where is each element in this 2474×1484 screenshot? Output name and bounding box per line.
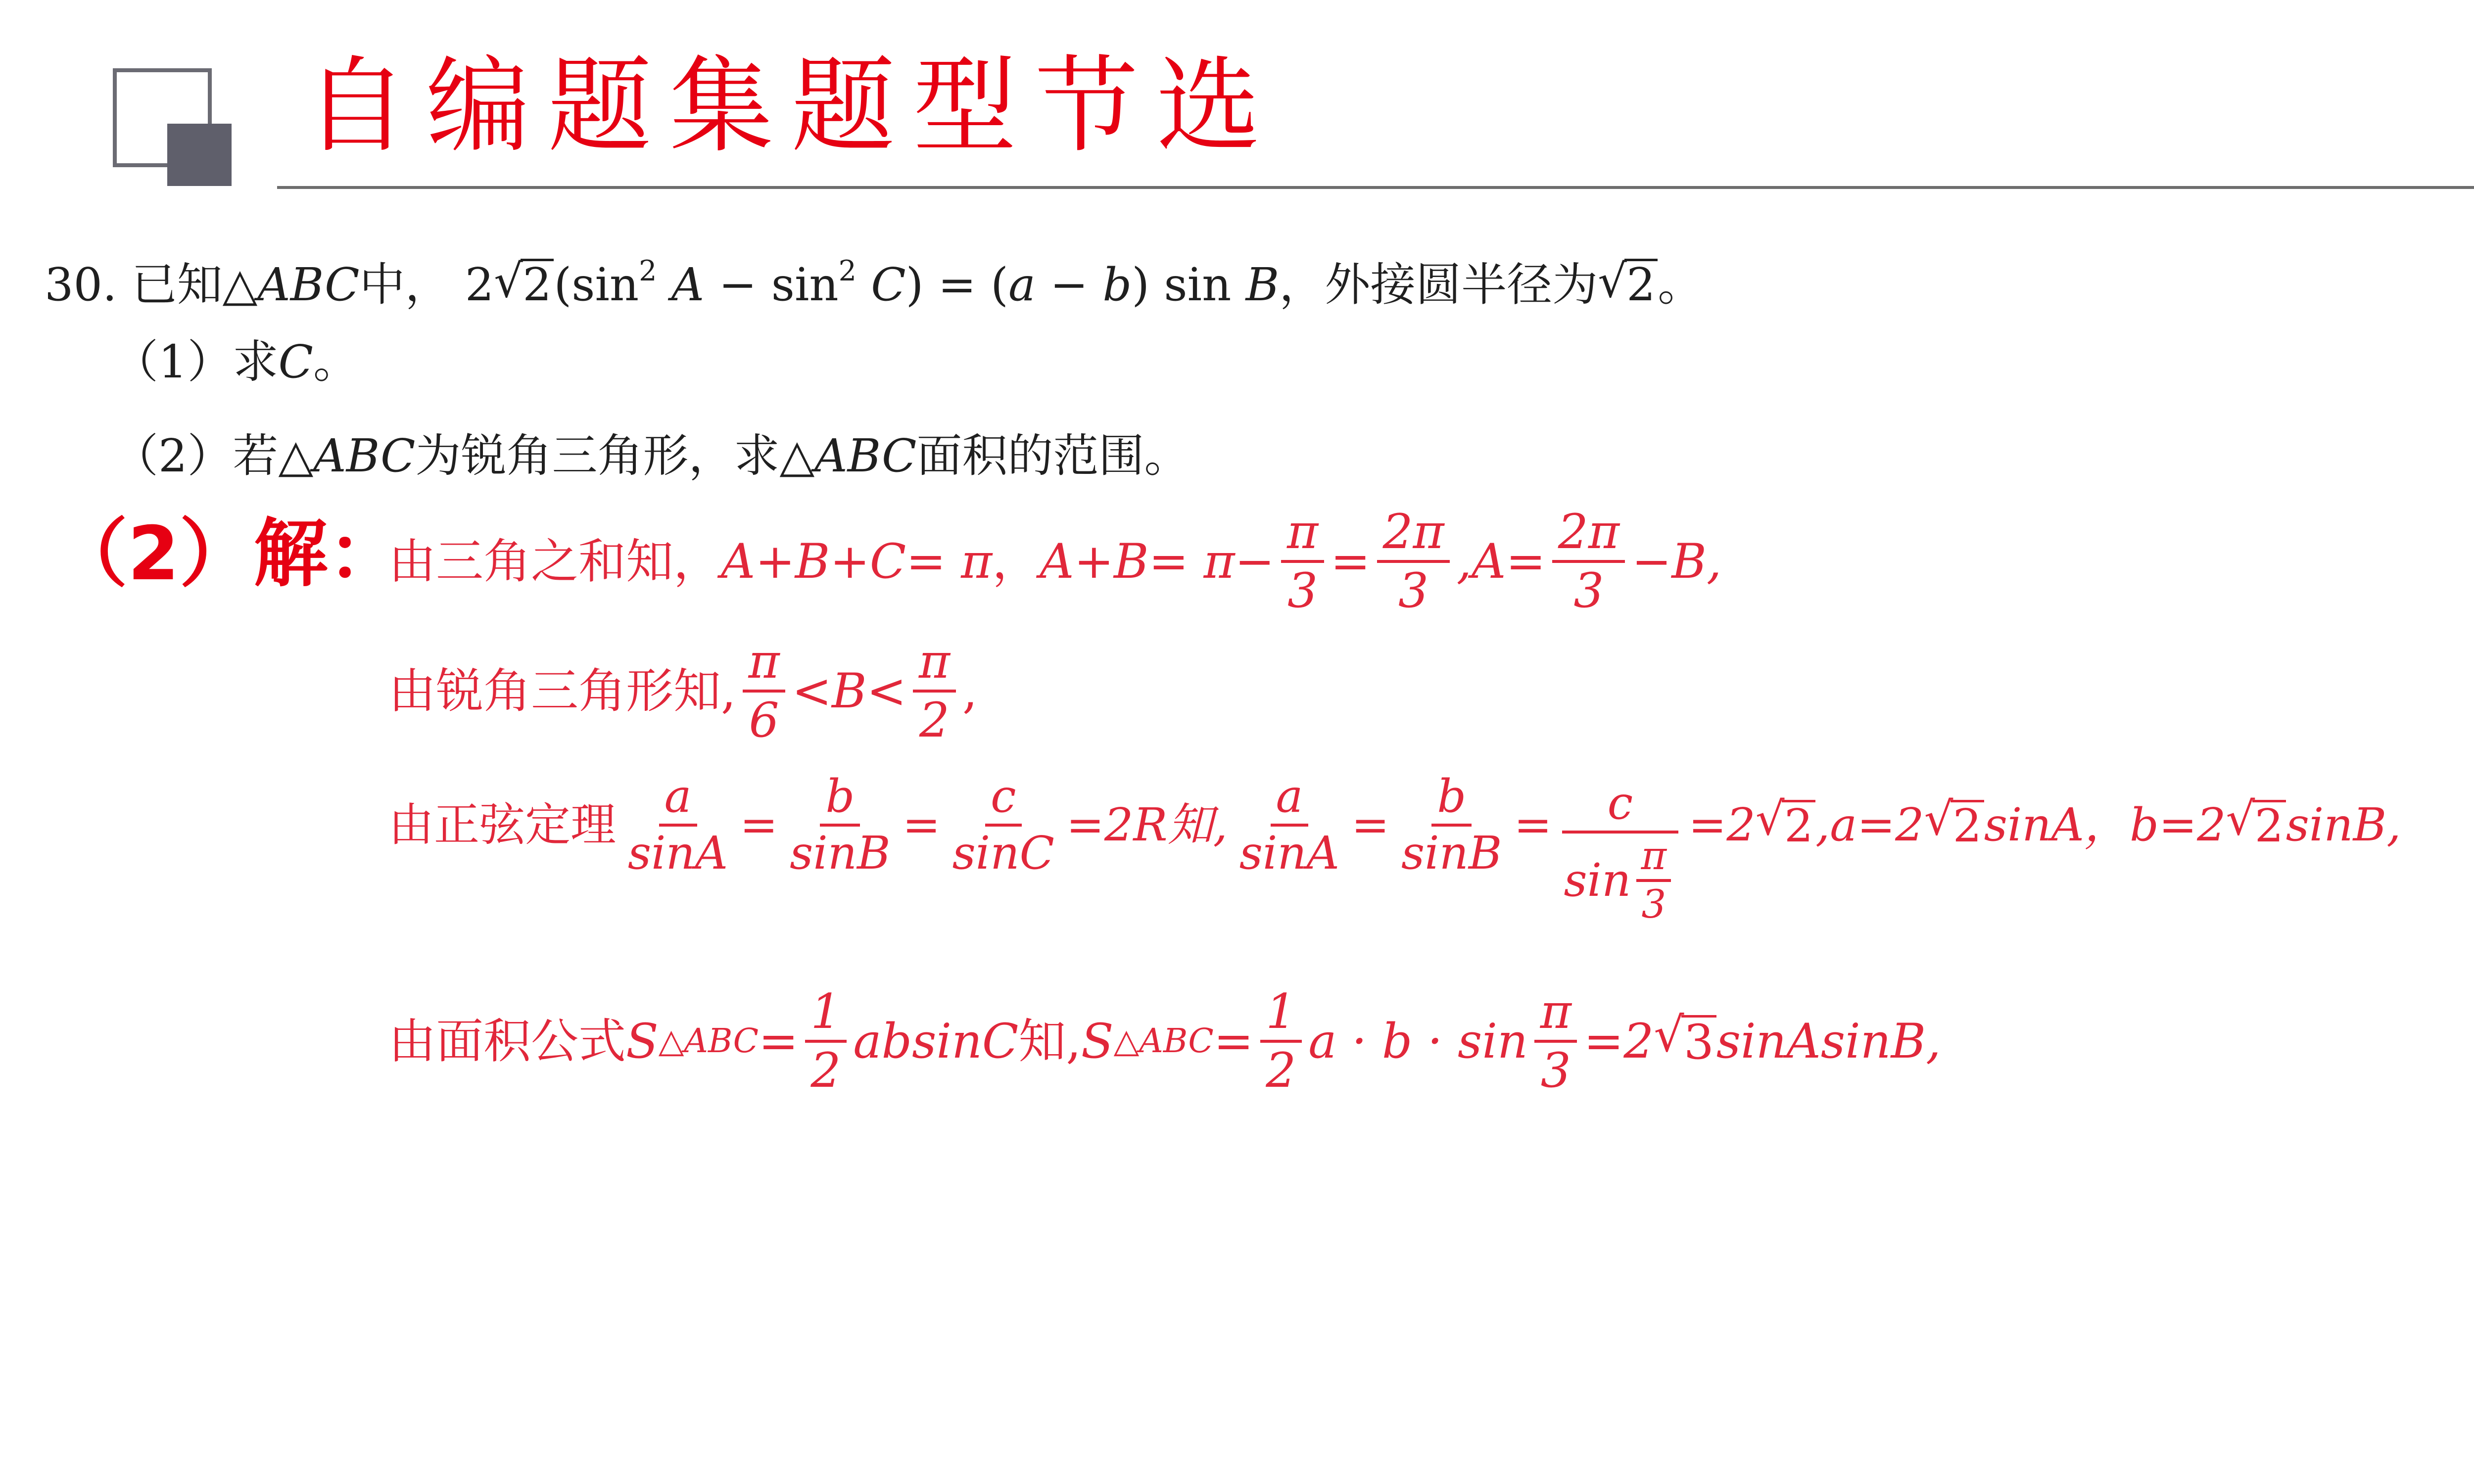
triangle-name: ABC	[814, 429, 917, 482]
problem-number: 30.	[45, 258, 117, 311]
denominator: sinA	[1239, 827, 1340, 880]
sqrt-symbol	[494, 255, 554, 315]
fraction	[805, 984, 847, 1099]
sqrt-radicand: 3	[1681, 1015, 1716, 1067]
fraction	[743, 634, 785, 749]
subscript: △ABC	[1113, 1021, 1214, 1061]
denominator: 3	[1641, 882, 1666, 928]
fraction	[947, 770, 1060, 880]
eq-minus-sin: − sin	[718, 258, 839, 311]
triangle-name: ABC	[313, 429, 416, 482]
question-2	[113, 426, 1189, 486]
denominator	[1558, 834, 1682, 928]
numerator: a	[659, 770, 697, 827]
denominator: 2	[810, 1043, 841, 1098]
denominator: 6	[749, 693, 779, 748]
fraction	[1534, 984, 1577, 1099]
fraction	[1260, 984, 1302, 1099]
equation-coefficient: 2	[465, 258, 494, 311]
expr: <B<	[792, 663, 906, 719]
solution-label: （2）解：	[53, 511, 402, 597]
eq-var-A: A	[671, 258, 705, 311]
sqrt-radicand: 2	[1624, 259, 1658, 309]
expr: sinA，b=2	[1984, 798, 2226, 851]
area-symbol: S	[626, 1014, 659, 1069]
solution-line-2	[388, 634, 977, 748]
expr: a · b · sin	[1308, 1014, 1528, 1069]
numerator: 2π	[1552, 504, 1625, 563]
fraction	[1558, 777, 1682, 928]
equals: =	[740, 798, 778, 851]
eq-sin: ) sin	[1132, 258, 1246, 311]
denominator: 2	[1266, 1043, 1296, 1098]
expr: sinB,	[2285, 798, 2401, 851]
sentence-end: 。	[1658, 258, 1704, 311]
sin-text: sin	[1564, 854, 1631, 907]
equals: =	[1514, 798, 1552, 851]
fraction	[784, 770, 896, 880]
sqrt-radicand: 2	[2252, 800, 2286, 850]
text: 由锐角三角形知,	[388, 663, 736, 719]
eq-dash: −	[1035, 258, 1103, 311]
q1-prefix: （1）求	[113, 335, 279, 388]
text: 知,	[1018, 1014, 1081, 1069]
fraction	[1281, 504, 1324, 619]
sqrt-radicand: 2	[1951, 800, 1984, 850]
denominator: sinC	[952, 827, 1054, 880]
expr: =2R知,	[1066, 798, 1228, 851]
numerator: c	[1562, 777, 1679, 834]
sqrt-symbol	[1598, 255, 1658, 315]
denominator: 3	[1573, 563, 1604, 618]
equals: =	[902, 798, 941, 851]
exponent: 2	[838, 255, 856, 287]
denominator: sinB	[1401, 827, 1502, 880]
equals: =	[1213, 1014, 1254, 1069]
eq-mid: ) = (	[905, 258, 1008, 311]
fraction	[622, 770, 733, 880]
expr: absinC	[853, 1014, 1019, 1069]
expr: =2	[1688, 798, 1756, 851]
q2-end: 面积的范围。	[916, 429, 1190, 482]
expr: A+B+C= π	[721, 534, 993, 589]
numerator: π	[1281, 504, 1324, 563]
area-symbol: S	[1081, 1014, 1114, 1069]
numerator: 2π	[1377, 504, 1450, 563]
numerator: π	[1636, 834, 1671, 882]
expr: ,A=	[1456, 534, 1546, 589]
expr: ,a=2	[1815, 798, 1924, 851]
eq-var-B: B	[1245, 258, 1280, 311]
fraction	[1234, 770, 1345, 880]
q1-end: 。	[313, 335, 359, 388]
exponent: 2	[639, 255, 657, 287]
fraction	[913, 634, 955, 749]
eq-var-a: a	[1008, 258, 1036, 311]
expr: sinAsinB,	[1716, 1014, 1941, 1069]
numerator: c	[985, 770, 1022, 827]
equals: =	[1331, 534, 1371, 589]
triangle-name: ABC	[257, 258, 360, 311]
problem-intro-end: 中，	[359, 258, 451, 311]
fraction	[1377, 504, 1450, 619]
fraction	[1552, 504, 1625, 619]
denominator: 3	[1287, 563, 1318, 618]
denominator: 3	[1540, 1043, 1571, 1098]
text: 由正弦定理	[388, 798, 617, 851]
denominator: sinA	[627, 827, 728, 880]
problem-intro: 已知△	[131, 258, 258, 311]
numerator: π	[913, 634, 955, 693]
text: 由面积公式	[388, 1014, 626, 1069]
title-divider	[277, 186, 2474, 189]
radius-text: ，外接圆半径为	[1279, 258, 1598, 311]
q2-prefix: （2）若△	[113, 429, 314, 482]
sqrt-radicand: 2	[1782, 800, 1815, 850]
solution-line-4	[388, 984, 1941, 1098]
text: 由三角之和知，	[388, 534, 721, 589]
q2-mid: 为锐角三角形，求△	[415, 429, 815, 482]
numerator: b	[820, 770, 860, 827]
problem-statement	[45, 241, 1703, 315]
sqrt-symbol	[1924, 799, 1984, 853]
numerator: π	[743, 634, 785, 693]
fraction	[1396, 770, 1508, 880]
sqrt-symbol	[1654, 1015, 1716, 1070]
expr: −B,	[1631, 534, 1722, 589]
numerator: 1	[1260, 984, 1302, 1043]
page-title: 自编题集题型节选	[304, 46, 1279, 167]
solution-line-1	[388, 505, 1721, 618]
numerator: π	[1534, 984, 1577, 1043]
subscript: △ABC	[658, 1021, 759, 1061]
denominator: sinB	[790, 827, 891, 880]
numerator: 1	[805, 984, 847, 1043]
eq-var-C: C	[871, 258, 906, 311]
solution-line-3	[388, 766, 2401, 928]
numerator: a	[1271, 770, 1309, 827]
expr: A+B= π−	[1040, 534, 1275, 589]
sqrt-symbol	[2226, 799, 2286, 853]
text: ,	[962, 663, 978, 719]
equals: =	[1351, 798, 1390, 851]
fraction	[1636, 834, 1671, 928]
sqrt-radicand: 2	[521, 259, 554, 309]
sqrt-symbol	[1756, 799, 1815, 853]
denominator: 3	[1398, 563, 1429, 618]
question-1	[113, 332, 359, 392]
equals: =	[758, 1014, 799, 1069]
eq-open: (sin	[554, 258, 639, 311]
denominator: 2	[919, 693, 950, 748]
eq-var-b: b	[1102, 258, 1132, 311]
expr: =2	[1583, 1014, 1654, 1069]
logo-inner-square	[167, 124, 232, 186]
numerator: b	[1431, 770, 1472, 827]
sep: ，	[992, 534, 1040, 589]
q1-var-C: C	[278, 335, 313, 388]
